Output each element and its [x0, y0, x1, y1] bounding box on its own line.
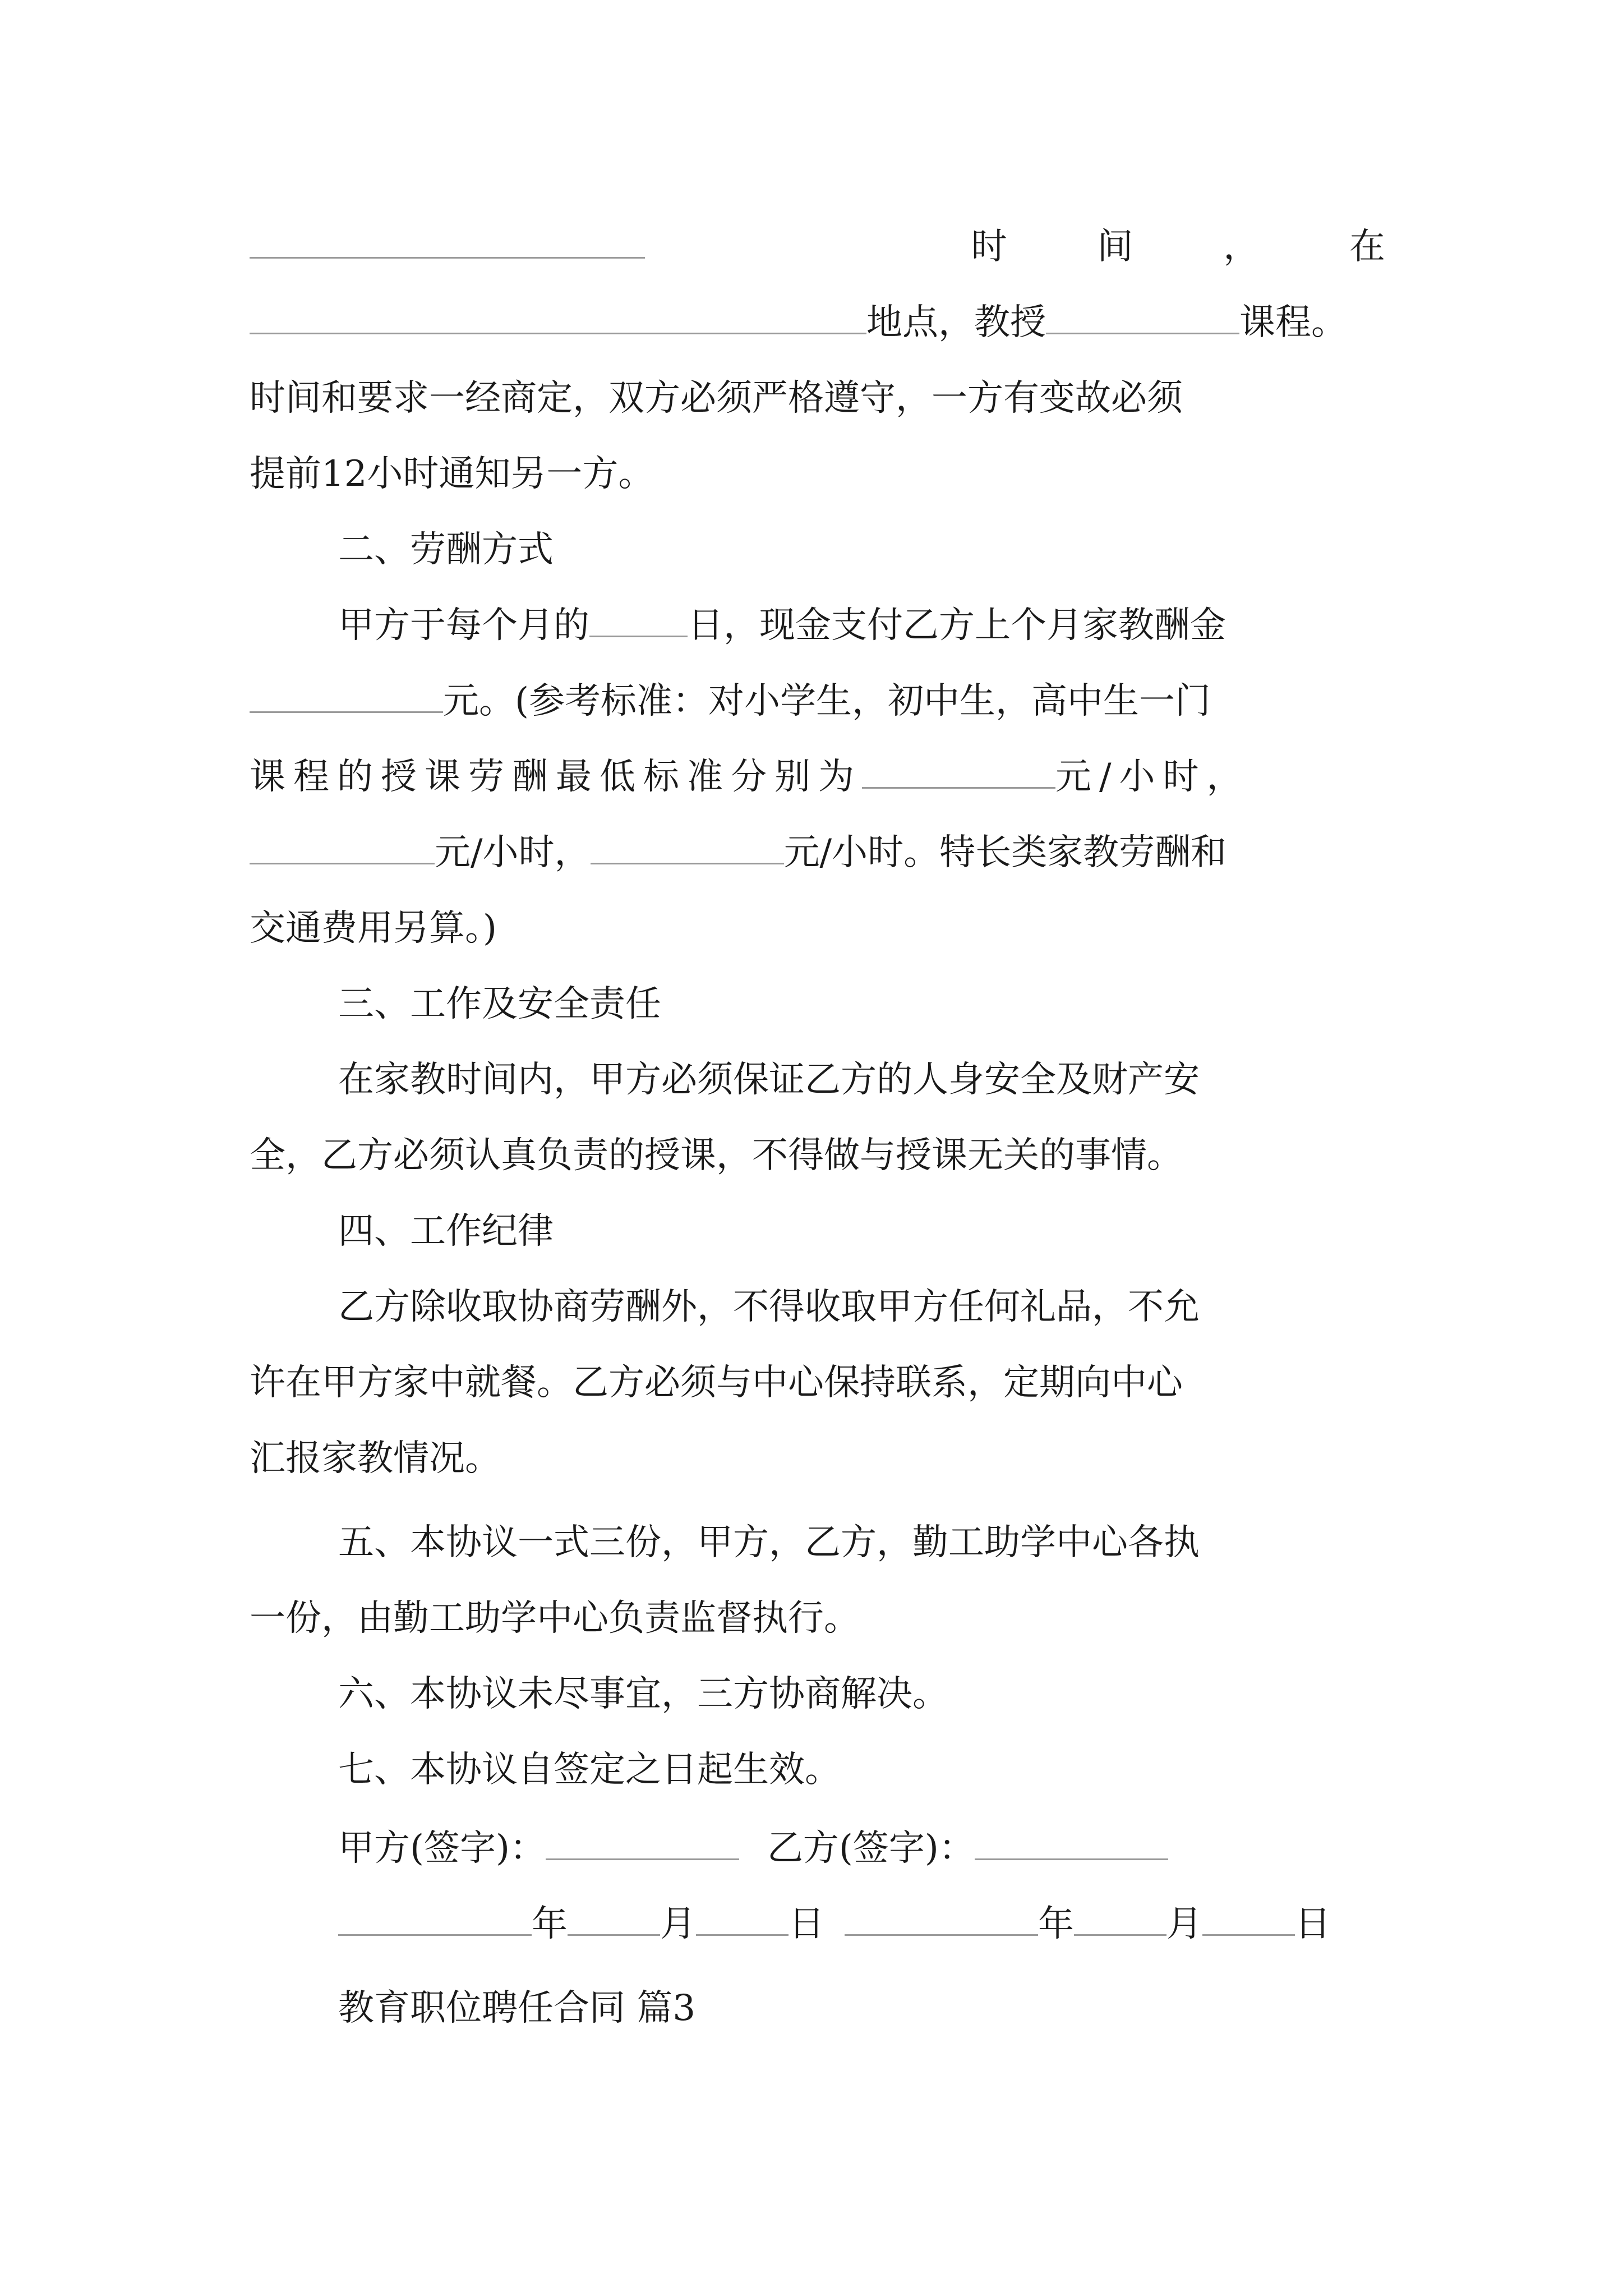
- text-line: [338, 1049, 1385, 1111]
- text-run: 汇报家教情况。: [250, 1438, 501, 1479]
- text-run: 交通费用另算。): [250, 908, 497, 949]
- text-run: 课程的授课劳酬最低标准分别为: [250, 756, 862, 798]
- text-run: ，: [1223, 226, 1260, 268]
- section-heading: [338, 973, 1385, 1035]
- text-line: [250, 443, 1385, 505]
- text-run: 间: [1097, 226, 1133, 268]
- text-line: [250, 292, 1385, 353]
- text-line: [250, 670, 1385, 732]
- text-run: 年: [532, 1903, 568, 1945]
- text-run: 五、本协议一式三份，甲方，乙方，勤工助学中心各执: [338, 1522, 1200, 1563]
- text-run: 一份，由勤工助学中心负责监督执行。: [250, 1598, 860, 1639]
- text-run: 元/小时，: [435, 832, 591, 873]
- text-run: 全，乙方必须认真负责的授课，不得做与授课无关的事情。: [250, 1135, 1183, 1176]
- text-run: 甲方于每个月的: [338, 605, 589, 646]
- section-heading: [338, 1977, 1385, 2039]
- date-blank[interactable]: [1074, 1907, 1166, 1936]
- text-run: 日: [789, 1903, 824, 1945]
- fill-blank[interactable]: [250, 836, 435, 864]
- text-line: [338, 595, 1385, 656]
- text-line: [250, 822, 1385, 884]
- text-line: [250, 1125, 1385, 1186]
- text-line: [338, 1663, 1385, 1725]
- text-run: 日: [1295, 1903, 1331, 1945]
- text-run: 许在甲方家中就餐。乙方必须与中心保持联系，定期向中心: [250, 1362, 1183, 1404]
- signature-blank[interactable]: [975, 1832, 1168, 1860]
- text-line: [250, 1428, 1385, 1489]
- text-run: 月: [1166, 1903, 1202, 1945]
- text-line: [338, 1276, 1385, 1338]
- text-run: 元。(参考标准：对小学生，初中生，高中生一门: [443, 680, 1211, 722]
- fill-blank[interactable]: [1046, 306, 1239, 334]
- fill-blank[interactable]: [250, 684, 443, 713]
- text-line: [250, 898, 1385, 959]
- text-line: [338, 1739, 1385, 1801]
- text-run: 提前12小时通知另一方。: [250, 453, 654, 495]
- text-line: [338, 1512, 1385, 1573]
- text-run: 月: [660, 1903, 696, 1945]
- fill-blank[interactable]: [250, 230, 645, 259]
- text-line: [250, 367, 1385, 429]
- date-line: [338, 1893, 1385, 1955]
- text-run: 日，现金支付乙方上个月家教酬金: [688, 605, 1226, 646]
- text-run: 教育职位聘任合同 篇3: [338, 1987, 696, 2029]
- text-run: 甲方(签字)：: [338, 1828, 546, 1869]
- text-run: 二、劳酬方式: [338, 529, 554, 570]
- text-run: 乙方(签字)：: [767, 1828, 975, 1869]
- text-run: 三、工作及安全责任: [338, 983, 661, 1025]
- text-run: 时: [971, 226, 1007, 268]
- date-blank[interactable]: [338, 1907, 532, 1936]
- text-run: 元/小时。特长类家教劳酬和: [783, 832, 1227, 873]
- text-run: 七、本协议自签定之日起生效。: [338, 1749, 841, 1791]
- section-heading: [338, 519, 1385, 581]
- signature-blank[interactable]: [546, 1832, 739, 1860]
- text-run: 时间和要求一经商定，双方必须严格遵守，一方有变故必须: [250, 378, 1183, 419]
- text-line: [250, 1588, 1385, 1649]
- section-heading: [338, 1200, 1385, 1262]
- text-line: [250, 216, 1385, 278]
- text-run: 乙方除收取协商劳酬外，不得收取甲方任何礼品，不允: [338, 1286, 1200, 1328]
- date-blank[interactable]: [845, 1907, 1038, 1936]
- text-run: 六、本协议未尽事宜，三方协商解决。: [338, 1673, 948, 1715]
- text-run: 四、工作纪律: [338, 1211, 554, 1252]
- date-blank[interactable]: [1202, 1907, 1295, 1936]
- text-run: 地点，教授: [866, 302, 1046, 343]
- text-run: 在: [1349, 226, 1385, 268]
- text-run: 元/小时，: [1055, 756, 1251, 798]
- date-blank[interactable]: [696, 1907, 789, 1936]
- text-run: 在家教时间内，甲方必须保证乙方的人身安全及财产安: [338, 1059, 1200, 1101]
- text-line: [250, 1352, 1385, 1414]
- fill-blank[interactable]: [862, 760, 1055, 789]
- text-line: [250, 746, 1385, 808]
- fill-blank[interactable]: [250, 306, 866, 334]
- fill-blank[interactable]: [589, 609, 688, 637]
- date-blank[interactable]: [568, 1907, 660, 1936]
- signature-line: [338, 1818, 1385, 1879]
- fill-blank[interactable]: [591, 836, 784, 864]
- text-run: 年: [1038, 1903, 1074, 1945]
- text-run: 课程。: [1239, 302, 1347, 343]
